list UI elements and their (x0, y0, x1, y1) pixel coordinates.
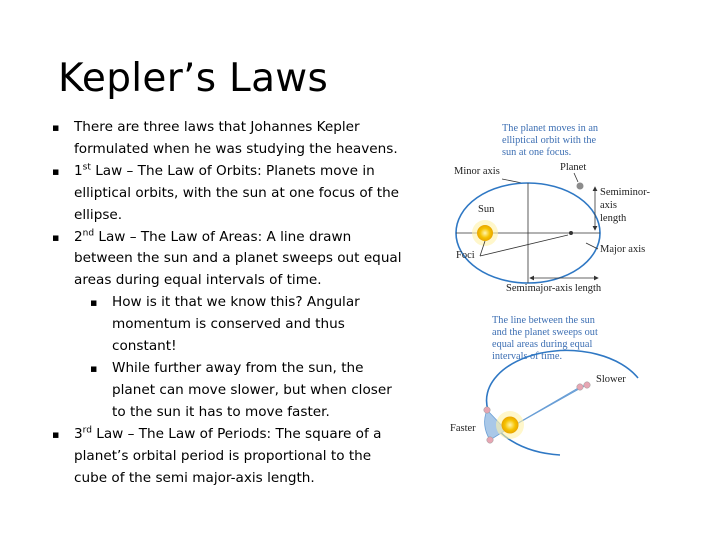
orbit-caption-line1: The planet moves in an (502, 123, 599, 134)
planet-fast-position-2-icon (487, 437, 493, 443)
law-number: 1 (74, 162, 83, 179)
sun-icon (496, 411, 524, 439)
orbit-figure (454, 123, 650, 294)
areas-caption-line1: The line between the sun (492, 315, 595, 326)
bullet-text: Law – The Law of Orbits: Planets move in elliptical orbits, with the sun at one focus of the ellipse. (74, 162, 400, 223)
semiminor-label-line3: length (600, 213, 627, 224)
empty-focus-dot (569, 231, 573, 235)
bullet-marker: ▪ (52, 164, 60, 178)
sub-bullet-item-speed (48, 358, 406, 424)
areas-caption-line4: intervals of time. (492, 351, 563, 362)
bullet-text: How is it that we know this? Angular momentum is conserved and thus constant! (112, 294, 360, 355)
law-ordinal-suffix: st (82, 162, 91, 173)
bullet-item-intro (48, 117, 406, 161)
bullet-marker: ▪ (52, 230, 60, 244)
law-number: 2 (74, 228, 83, 245)
sub-bullet-item-angular-momentum (48, 292, 406, 358)
planet-slow-position-2-icon (584, 382, 590, 388)
major-axis-label: Major axis (600, 244, 646, 255)
bullet-item-second-law (48, 227, 406, 293)
faster-label: Faster (450, 423, 476, 434)
slower-label: Slower (596, 374, 626, 385)
bullet-marker: ▪ (52, 121, 60, 134)
bullet-item-third-law (48, 424, 406, 490)
major-axis-leader-line (586, 243, 598, 249)
minor-axis-label: Minor axis (454, 166, 500, 177)
bullet-text: Law – The Law of Areas: A line drawn between the sun and a planet sweeps out equal areas during equal intervals of time. (74, 228, 402, 289)
bullet-marker: ▪ (90, 296, 98, 310)
slide-title: Kepler’s Laws (58, 56, 329, 101)
planet-slow-position-1-icon (577, 384, 583, 390)
planet-fast-position-1-icon (484, 407, 490, 413)
foci-label: Foci (456, 250, 475, 261)
sun-label: Sun (478, 204, 495, 215)
bullet-marker: ▪ (90, 361, 98, 375)
bullet-text: Law – The Law of Periods: The square of a planet’s orbital period is proportional to the cube of the semi major-axis length. (74, 425, 382, 486)
planet-label: Planet (560, 162, 587, 173)
bullet-text: While further away from the sun, the planet can move slower, but when closer to the sun it has to move faster. (112, 359, 392, 420)
areas-caption-line2: and the planet sweeps out (492, 327, 598, 338)
semimajor-label: Semimajor-axis length (506, 283, 602, 294)
orbit-caption-line3: sun at one focus. (502, 147, 572, 158)
areas-caption-line3: equal areas during equal (492, 339, 593, 350)
kepler-diagram (440, 110, 650, 480)
law-ordinal-suffix: nd (82, 228, 95, 238)
orbit-caption-line2: elliptical orbit with the (502, 135, 597, 146)
planet-dot-icon (577, 183, 584, 190)
bullet-text: There are three laws that Johannes Kepler formulated when he was studying the heavens. (74, 119, 398, 157)
bullet-item-first-law (48, 161, 406, 227)
bullet-list (48, 117, 406, 489)
semiminor-label-line1: Semiminor- (600, 187, 650, 198)
bullet-marker: ▪ (52, 427, 60, 441)
planet-leader-line (574, 173, 578, 182)
law-number: 3 (74, 425, 83, 442)
semiminor-label-line2: axis (600, 200, 617, 211)
minor-axis-leader-line (502, 179, 522, 183)
areas-figure (450, 315, 638, 455)
law-ordinal-suffix: rd (82, 425, 92, 436)
